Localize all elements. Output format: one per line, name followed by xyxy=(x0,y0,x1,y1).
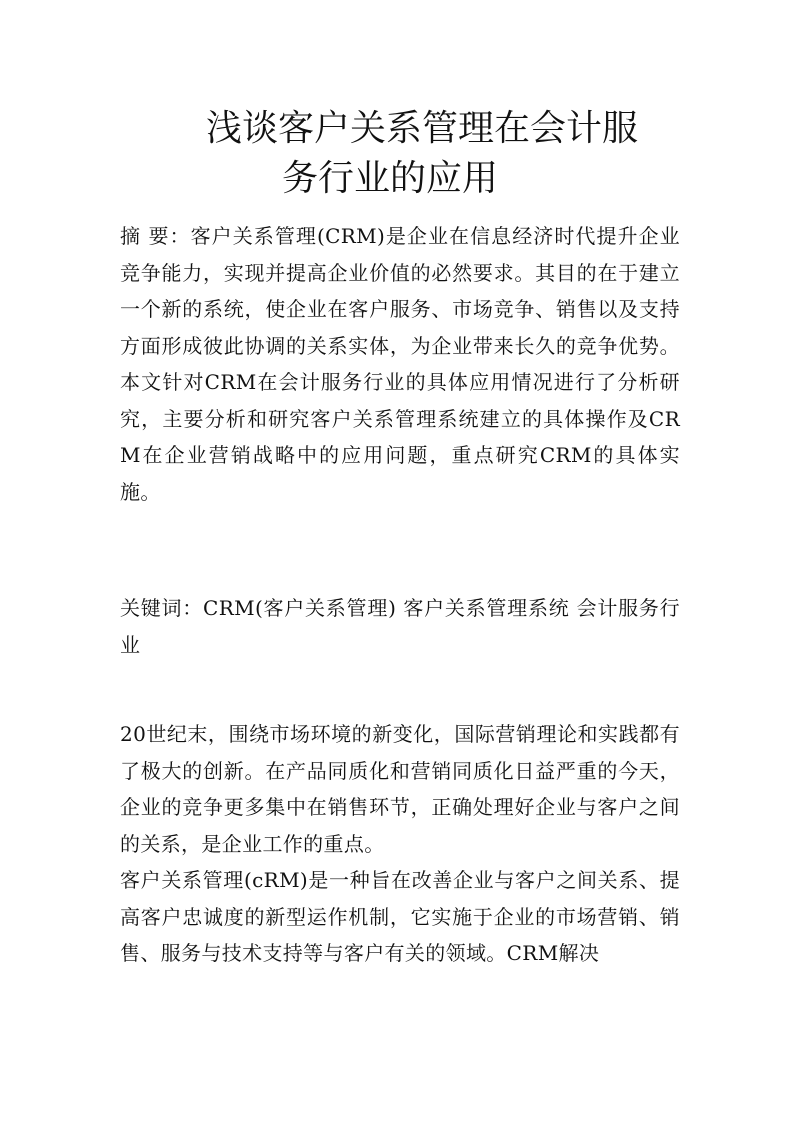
abstract-paragraph: 摘 要：客户关系管理(CRM)是企业在信息经济时代提升企业竞争能力，实现并提高企业价值的必然要求。其目的在于建立一个新的系统，使企业在客户服务、市场竞争、销售以及支持方面形成彼此协调的关系实体，为企业带来长久的竞争优势。本文针对CRM在会计服务行业的具体应用情况进行了分析研究，主要分析和研究客户关系管理系统建立的具体操作及CRM在企业营销战略中的应用问题，重点研究CRM的具体实施。 xyxy=(120,224,680,504)
title-line-2: 务行业的应用 xyxy=(282,158,499,199)
title-line-1: 浅谈客户关系管理在会计服 xyxy=(206,108,639,149)
document-title xyxy=(206,104,686,204)
keywords-paragraph: 关键词：CRM(客户关系管理) 客户关系管理系统 会计服务行业 xyxy=(120,596,680,657)
body-paragraph-2: 客户关系管理(cRM)是一种旨在改善企业与客户之间关系、提高客户忠诚度的新型运作机制，它实施于企业的市场营销、销售、服务与技术支持等与客户有关的领域。CRM解决 xyxy=(120,868,680,965)
body-paragraph-1: 20世纪末，围绕市场环境的新变化，国际营销理论和实践都有了极大的创新。在产品同质化和营销同质化日益严重的今天，企业的竞争更多集中在销售环节，正确处理好企业与客户之间的关系，是企业工作的重点。 xyxy=(120,722,680,856)
